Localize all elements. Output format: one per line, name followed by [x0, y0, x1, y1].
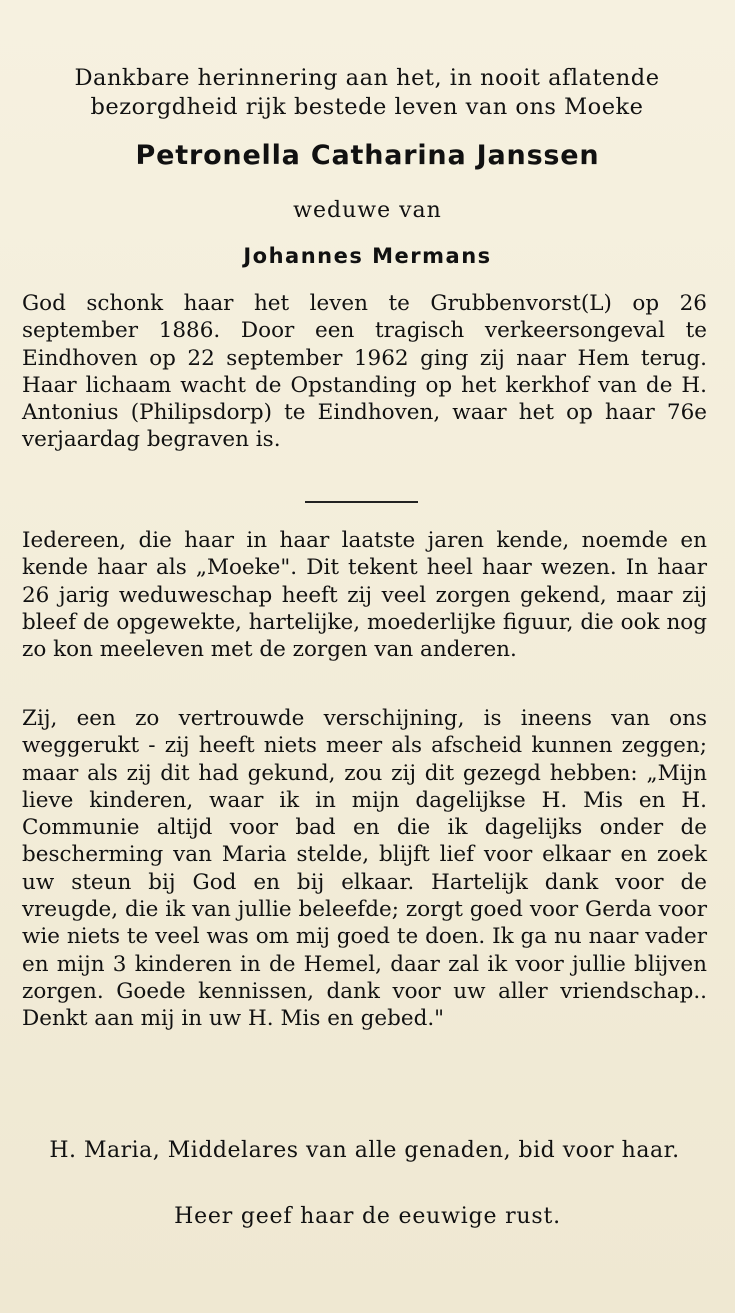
prayer-text: H. Maria, Middelares van alle genaden, bid voor haar. [49, 1138, 680, 1163]
intro-text: Dankbare herinnering aan het, in nooit aflatende bezorgdheid rijk bestede leven van ons Moeke [74, 65, 660, 120]
husband-name: Johannes Mermans [243, 244, 492, 268]
divider-line [305, 501, 418, 503]
closing-prayer: Heer geef haar de eeuwige rust. [174, 1204, 561, 1229]
widow-of-label: weduwe van [293, 198, 442, 223]
farewell-paragraph: Zij, een zo vertrouwde verschijning, is ineens van ons weggerukt - zij heeft niets meer als afscheid kunnen zeggen; maar als zij dit had gekund, zou zij dit gezegd hebben: „Mijn lieve kinderen, waar ik in mijn dagelijkse H. Mis en H. Communie altijd voor bad en die ik dagelijks onder de bescherming van Maria stelde, blijft lief voor elkaar en zoek uw steun bij God en bij elkaar. Hartelijk dank voor de vreugde, die ik van jullie beleefde; zorgt goed voor Gerda voor wie niets te veel was om mij goed te doen. Ik ga nu naar vader en mijn 3 kinderen in de Hemel, daar zal ik voor jullie blijven zorgen. Goede kennissen, dank voor uw aller vriendschap.. Denkt aan mij in uw H. Mis en gebed." [22, 706, 707, 1032]
biography-paragraph: God schonk haar het leven te Grubbenvorst(L) op 26 september 1886. Door een tragisch verkeersongeval te Eindhoven op 22 september 1962 ging zij naar Hem terug. Haar lichaam wacht de Opstanding op het kerkhof van de H. Antonius (Philipsdorp) te Eindhoven, waar het op haar 76e verjaardag begraven is. [22, 291, 707, 453]
character-paragraph: Iedereen, die haar in haar laatste jaren kende, noemde en kende haar als „Moeke". Dit tekent heel haar wezen. In haar 26 jarig weduweschap heeft zij veel zorgen gekend, maar zij bleef de opgewekte, hartelijke, moederlijke figuur, die ook nog zo kon meeleven met de zorgen van anderen. [22, 528, 707, 663]
deceased-name: Petronella Catharina Janssen [135, 140, 600, 171]
